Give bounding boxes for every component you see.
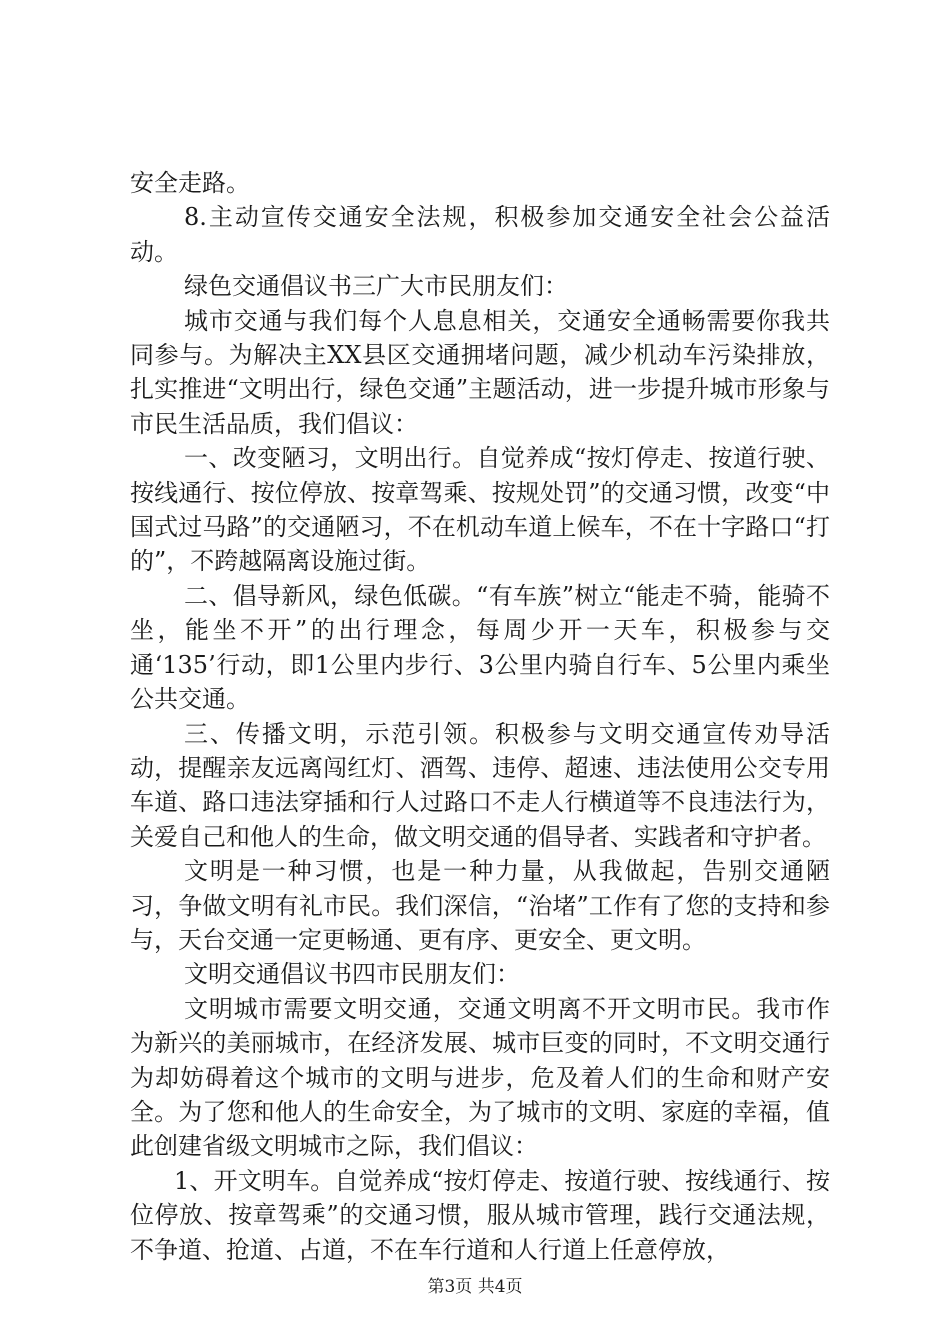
paragraph: 一、改变陋习，文明出行。自觉养成“按灯停走、按道行驶、按线通行、按位停放、按章驾乘、按规处罚”的交通习惯，改变“中国式过马路”的交通陋习，不在机动车道上候车，不在十字路口“打的”，不跨越隔离设施过街。 [130, 444, 830, 576]
paragraph: 安全走路。 [130, 169, 250, 197]
paragraph: 8.主动宣传交通安全法规，积极参加交通安全社会公益活动。 [130, 203, 830, 266]
section-heading: 绿色交通倡议书三广大市民朋友们： [184, 272, 568, 301]
paragraph: 城市交通与我们每个人息息相关，交通安全通畅需要你我共同参与。为解决主XX县区交通拥堵问题，减少机动车污染排放，扎实推进“文明出行，绿色交通”主题活动，进一步提升城市形象与市民生活品质，我们倡议： [130, 306, 830, 438]
paragraph: 文明城市需要文明交通，交通文明离不开文明市民。我市作为新兴的美丽城市，在经济发展、城市巨变的同时，不文明交通行为却妨碍着这个城市的文明与进步，危及着人们的生命和财产安全。为了您和他人的生命安全，为了城市的文明、家庭的幸福，值此创建省级文明城市之际，我们倡议： [130, 994, 830, 1161]
paragraph: 1、开文明车。自觉养成“按灯停走、按道行驶、按线通行、按位停放、按章驾乘”的交通习惯，服从城市管理，践行交通法规，不争道、抢道、占道，不在车行道和人行道上任意停放， [130, 1166, 830, 1264]
page-footer [0, 1276, 950, 1298]
document-body [130, 166, 830, 1267]
paragraph: 文明是一种习惯，也是一种力量，从我做起，告别交通陋习，争做文明有礼市民。我们深信，“治堵”工作有了您的支持和参与，天台交通一定更畅通、更有序、更安全、更文明。 [130, 857, 830, 954]
page-number: 第3页 共4页 [427, 1277, 523, 1297]
section-heading: 文明交通倡议书四市民朋友们： [184, 960, 520, 989]
paragraph: 二、倡导新风，绿色低碳。“有车族”树立“能走不骑，能骑不坐，能坐不开”的出行理念，每周少开一天车，积极参与交通‘135’行动，即1公里内步行、3公里内骑自行车、5公里内乘坐公共交通。 [130, 581, 830, 714]
paragraph: 三、传播文明，示范引领。积极参与文明交通宣传劝导活动，提醒亲友远离闯红灯、酒驾、违停、超速、违法使用公交专用车道、路口违法穿插和行人过路口不走人行横道等不良违法行为，关爱自己和他人的生命，做文明交通的倡导者、实践者和守护者。 [130, 719, 830, 851]
